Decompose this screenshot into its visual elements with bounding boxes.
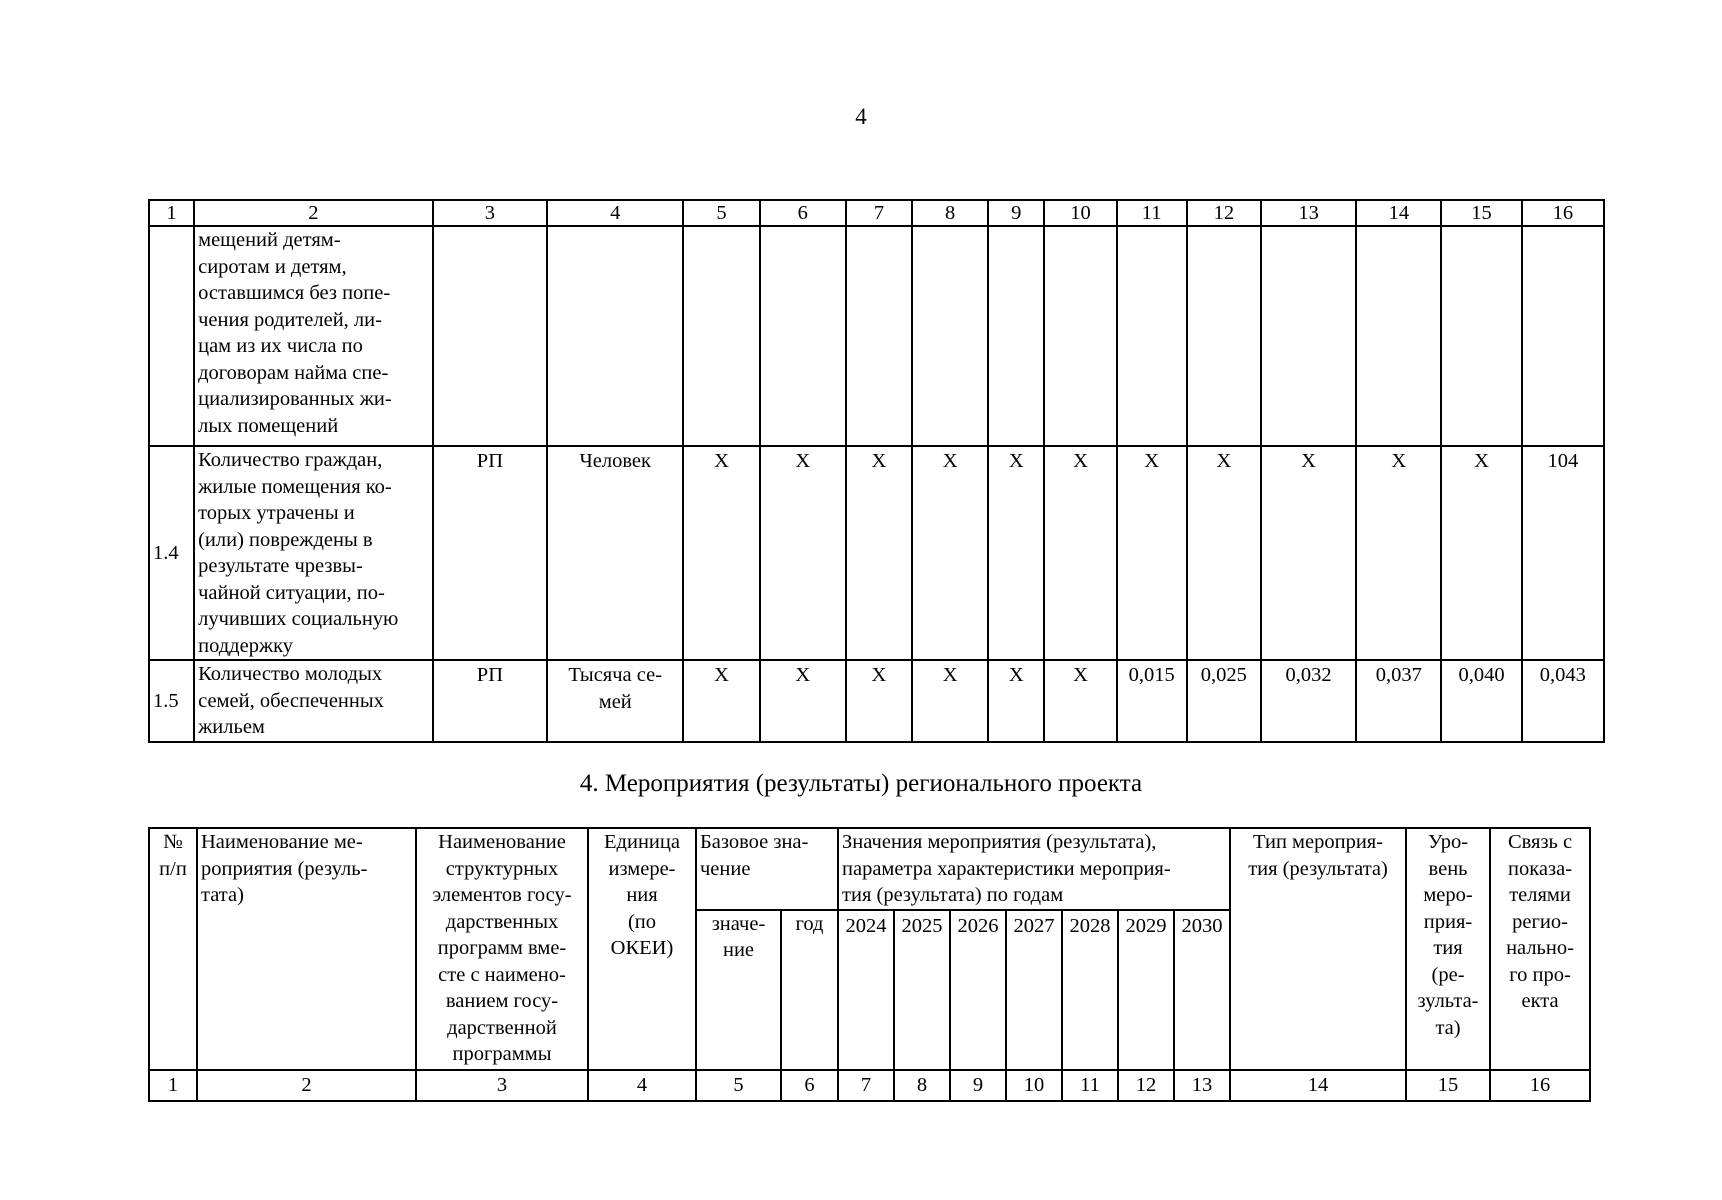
indicators-table [148, 199, 1605, 743]
value-cell: 0,043 [1522, 660, 1604, 742]
column-number: 9 [950, 1070, 1006, 1101]
text-line: зульта- [1417, 990, 1479, 1012]
column-header-year: 2027 [1006, 910, 1062, 1070]
column-number: 1 [149, 1070, 197, 1101]
text-line: дарственных [445, 910, 559, 933]
text-line: поддержку [198, 634, 294, 657]
value-cell: X [988, 660, 1044, 742]
column-number: 8 [912, 200, 988, 226]
value-cell: X [760, 446, 846, 660]
table-row [149, 226, 1604, 446]
text-line: структурных [445, 857, 559, 880]
value-cell: X [1441, 446, 1521, 660]
text-line: Единица [604, 831, 680, 853]
text-line: договорам найма спе- [198, 361, 389, 384]
text-line: (ре- [1431, 963, 1465, 986]
text-line: екта [1521, 990, 1559, 1012]
column-header-year: 2025 [894, 910, 950, 1070]
column-number: 10 [1006, 1070, 1062, 1101]
page-number: 4 [855, 104, 867, 129]
empty-cell [1261, 226, 1356, 446]
column-number: 15 [1406, 1070, 1490, 1101]
value-cell: X [1261, 446, 1356, 660]
level-cell: РП [433, 660, 547, 742]
value-cell: 104 [1522, 446, 1604, 660]
empty-cell [988, 226, 1044, 446]
value-cell: X [846, 660, 912, 742]
column-header-unit [588, 828, 696, 1070]
column-number: 4 [547, 200, 683, 226]
column-number: 12 [1118, 1070, 1174, 1101]
value-cell: X [846, 446, 912, 660]
text-line: сте с наимено- [438, 963, 566, 986]
text-line: Наименование ме- [201, 831, 363, 853]
text-line: Наименование [438, 831, 566, 853]
column-number: 14 [1230, 1070, 1406, 1101]
unit-cell [547, 660, 683, 742]
column-header-base-value-value [696, 910, 781, 1070]
text-line: циализированных жи- [198, 388, 392, 410]
text-line: тия [1433, 937, 1463, 959]
text-line: телями [1509, 884, 1571, 906]
text-line: Количество граждан, [198, 449, 383, 471]
value-cell: X [912, 446, 988, 660]
text-line: Значения мероприятия (результата), [842, 831, 1157, 853]
value-cell: X [1044, 446, 1116, 660]
value-cell: X [988, 446, 1044, 660]
column-number: 5 [683, 200, 759, 226]
text-line: мещений детям- [198, 229, 341, 251]
table1-header-row [149, 200, 1604, 226]
column-header-year: 2024 [838, 910, 894, 1070]
text-line: п/п [159, 857, 187, 880]
column-header-values-by-year [838, 828, 1230, 910]
text-line: жильем [198, 716, 265, 738]
column-number: 1 [149, 200, 194, 226]
text-line: Человек [579, 450, 651, 472]
indicator-name-cell [194, 660, 433, 742]
row-number: 1.5 [149, 660, 194, 742]
text-line: чайной ситуации, по- [198, 581, 385, 604]
column-header-measure-level [1406, 828, 1490, 1070]
text-line: торых утрачены и [198, 502, 355, 524]
empty-cell [1356, 226, 1441, 446]
column-number: 13 [1261, 200, 1356, 226]
empty-cell [912, 226, 988, 446]
empty-cell [547, 226, 683, 446]
indicator-name-cell [194, 226, 433, 446]
text-line: Базовое зна- [700, 831, 809, 853]
column-header-number [149, 828, 197, 1070]
column-number: 15 [1441, 200, 1521, 226]
column-number: 13 [1174, 1070, 1230, 1101]
column-number: 2 [197, 1070, 416, 1101]
text-line: нально- [1506, 937, 1574, 959]
text-line: ния [626, 884, 658, 906]
column-number: 16 [1490, 1070, 1590, 1101]
value-cell: X [683, 446, 759, 660]
text-line: элементов госу- [432, 884, 572, 906]
text-line: Количество молодых [198, 663, 383, 685]
text-line: дарственной [447, 1016, 557, 1039]
column-header-link-to-indicators [1490, 828, 1590, 1070]
text-line: лых помещений [198, 414, 339, 437]
value-cell: X [1044, 660, 1116, 742]
column-number: 7 [838, 1070, 894, 1101]
value-cell: X [1356, 446, 1441, 660]
text-line: регио- [1512, 910, 1568, 933]
text-line: жилые помещения ко- [198, 475, 392, 498]
column-number: 4 [588, 1070, 696, 1101]
empty-cell [1117, 226, 1187, 446]
text-line: показа- [1508, 857, 1573, 880]
text-line: семей, обеспеченных [198, 689, 384, 712]
column-number: 9 [988, 200, 1044, 226]
column-number: 8 [894, 1070, 950, 1101]
text-line: измере- [608, 857, 676, 880]
value-cell: X [912, 660, 988, 742]
value-cell: X [760, 660, 846, 742]
column-number: 2 [194, 200, 433, 226]
text-line: лучивших социальную [198, 608, 399, 630]
text-line: сиротам и детям, [198, 255, 347, 278]
column-number: 12 [1187, 200, 1261, 226]
text-line: ние [722, 939, 755, 961]
empty-cell [1044, 226, 1116, 446]
table2-header-row [149, 828, 1590, 910]
text-line: тия (результата) по годам [842, 884, 1064, 906]
text-line: Тип мероприя- [1252, 831, 1384, 853]
column-header-year: 2028 [1062, 910, 1118, 1070]
indicator-name-cell [194, 446, 433, 660]
column-number: 6 [760, 200, 846, 226]
column-number: 16 [1522, 200, 1604, 226]
text-line: тия (результата) [1248, 857, 1388, 880]
value-cell: X [683, 660, 759, 742]
section-title: 4. Мероприятия (результаты) регионального проекта [579, 770, 1143, 797]
column-header-base-value [696, 828, 838, 910]
text-line: ОКЕИ) [610, 937, 674, 959]
text-line: мей [598, 690, 632, 713]
text-line: чения родителей, ли- [198, 308, 382, 331]
text-line: программы [452, 1043, 552, 1065]
text-line: та) [1435, 1016, 1461, 1039]
column-number: 5 [696, 1070, 781, 1101]
empty-cell [1187, 226, 1261, 446]
column-number: 3 [433, 200, 547, 226]
text-line: чение [700, 857, 751, 880]
text-line: ванием госу- [445, 990, 559, 1012]
row-number-cell [149, 226, 194, 446]
column-header-year: 2026 [950, 910, 1006, 1070]
column-number: 11 [1117, 200, 1187, 226]
text-line: меро- [1423, 884, 1473, 906]
text-line: значе- [711, 912, 766, 935]
column-header-measure-name [197, 828, 416, 1070]
text-line: вень [1428, 857, 1468, 880]
text-line: Уро- [1428, 831, 1469, 853]
column-number: 14 [1356, 200, 1441, 226]
value-cell: 0,025 [1187, 660, 1261, 742]
text-line: оставшимся без попе- [198, 282, 391, 304]
column-number: 6 [781, 1070, 838, 1101]
column-header-structural-elements [416, 828, 588, 1070]
text-line: прия- [1423, 910, 1473, 933]
column-number: 10 [1044, 200, 1116, 226]
empty-cell [1441, 226, 1521, 446]
text-line: Тысяча се- [568, 664, 663, 686]
value-cell: 0,015 [1117, 660, 1187, 742]
row-number: 1.4 [149, 446, 194, 660]
value-cell: 0,040 [1441, 660, 1521, 742]
column-number: 11 [1062, 1070, 1118, 1101]
table-row [149, 660, 1604, 742]
column-header-year: 2030 [1174, 910, 1230, 1070]
text-line: программ вме- [437, 937, 567, 959]
text-line: № [163, 831, 183, 853]
text-line: роприятия (резуль- [201, 857, 368, 880]
text-line: тата) [201, 884, 244, 906]
value-cell: 0,032 [1261, 660, 1356, 742]
column-number: 7 [846, 200, 912, 226]
table-row [149, 446, 1604, 660]
text-line: (или) повреждены в [198, 528, 373, 551]
text-line: результате чрезвы- [198, 555, 363, 577]
column-header-base-value-year: год [781, 910, 838, 1070]
text-line: параметра характеристики мероприя- [842, 857, 1171, 880]
measures-table [148, 827, 1591, 1102]
empty-cell [1522, 226, 1604, 446]
value-cell: 0,037 [1356, 660, 1441, 742]
empty-cell [846, 226, 912, 446]
text-line: го про- [1509, 963, 1571, 986]
text-line: цам из их числа по [198, 335, 363, 357]
empty-cell [683, 226, 759, 446]
value-cell: X [1187, 446, 1261, 660]
empty-cell [433, 226, 547, 446]
text-line: Связь с [1507, 831, 1573, 853]
empty-cell [760, 226, 846, 446]
column-header-year: 2029 [1118, 910, 1174, 1070]
text-line: (по [627, 910, 657, 933]
column-header-measure-type [1230, 828, 1406, 1070]
value-cell: X [1117, 446, 1187, 660]
unit-cell [547, 446, 683, 660]
table2-column-numbers-row [149, 1070, 1590, 1101]
column-number: 3 [416, 1070, 588, 1101]
level-cell: РП [433, 446, 547, 660]
